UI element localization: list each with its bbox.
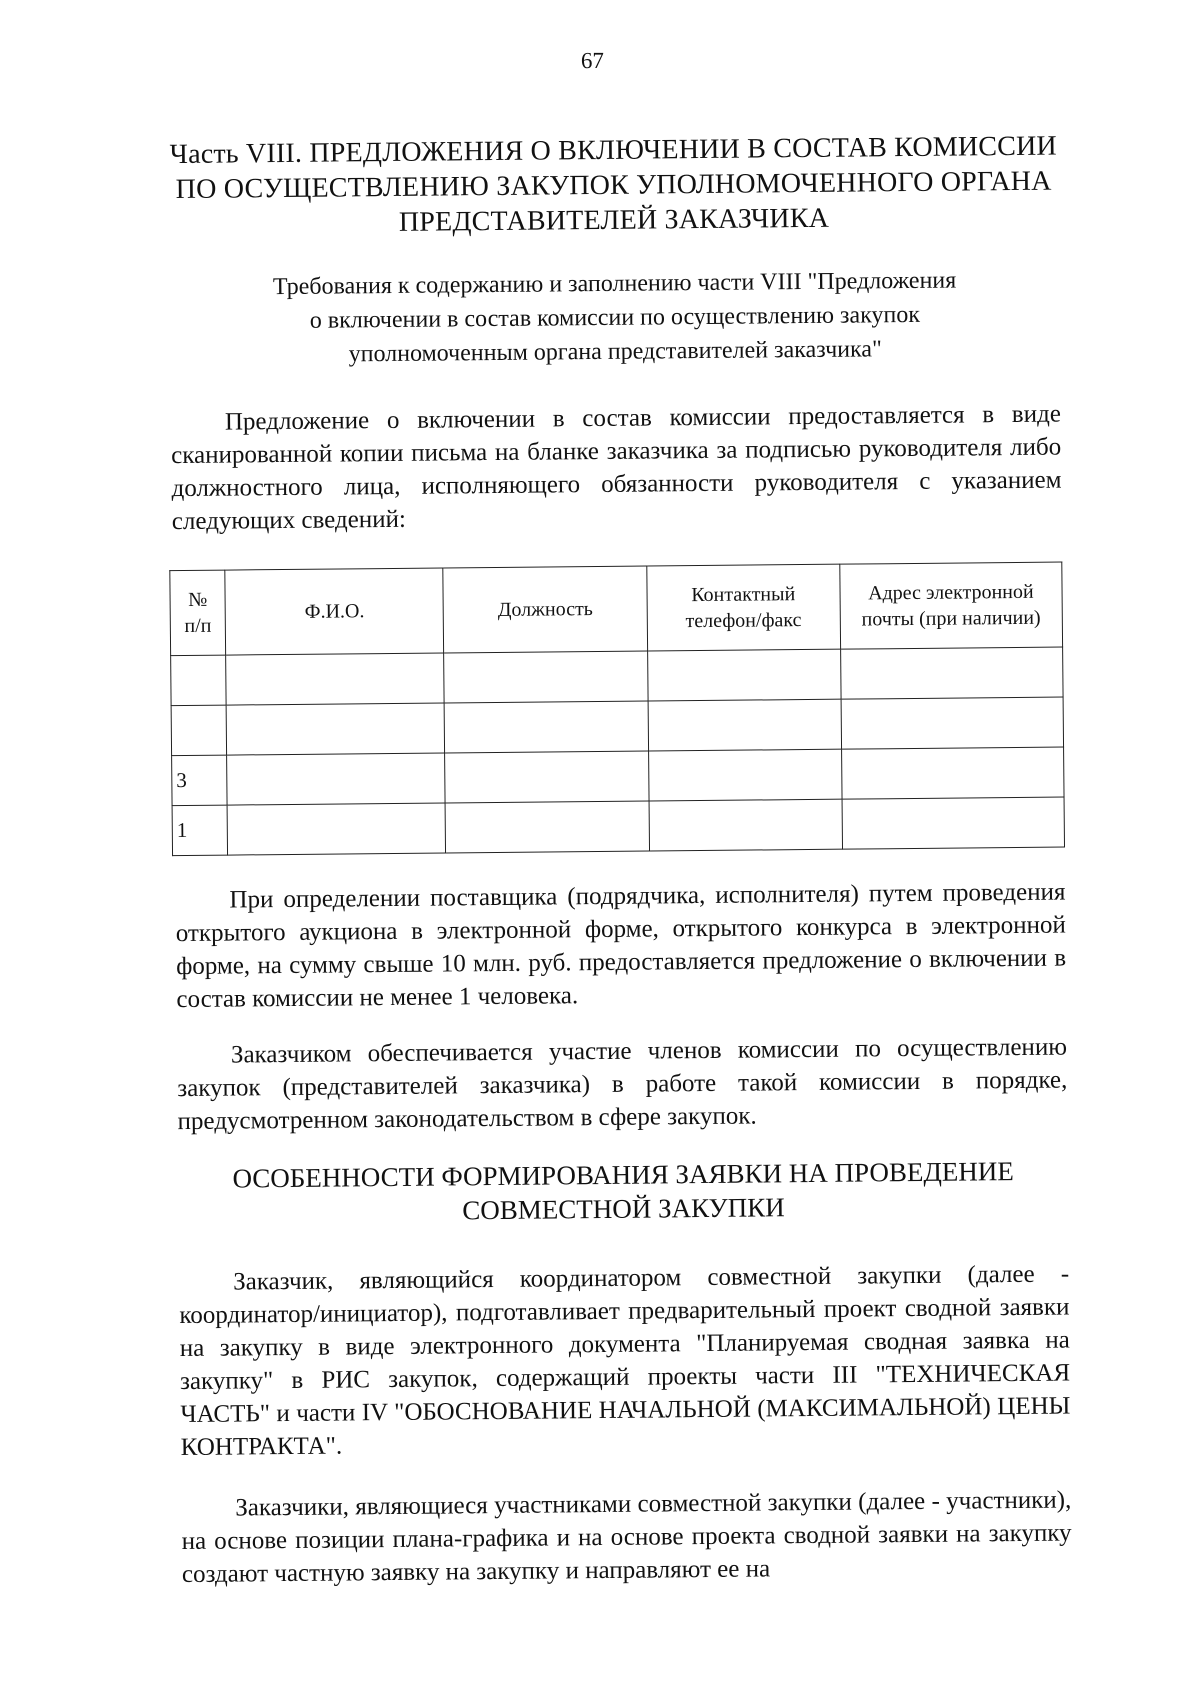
header-full-name: Ф.И.О. — [225, 568, 444, 655]
cell-full-name — [226, 653, 445, 705]
header-phone: Контактный телефон/факс — [647, 564, 841, 651]
header-email: Адрес электронной почты (при наличии) — [839, 562, 1062, 649]
cell-email — [842, 797, 1065, 849]
table-row — [171, 647, 1063, 706]
section-title-line: ПО ОСУЩЕСТВЛЕНИЮ ЗАКУПОК УПОЛНОМОЧЕННОГО ОРГАНА — [175, 165, 1052, 206]
table-row — [172, 747, 1064, 806]
cell-full-name — [227, 753, 446, 805]
table-row — [171, 697, 1063, 756]
paragraph-participants: Заказчики, являющиеся участниками совместной закупки (далее - участники), на основе позиции плана-графика и на основе проекта сводной заявки на закупку создают частную заявку на закупку и направляют ее на — [181, 1486, 1072, 1589]
cell-email — [841, 697, 1064, 749]
subtitle-line: о включении в состав комиссии по осуществлению закупок — [309, 301, 921, 334]
table-row — [172, 797, 1064, 856]
subtitle-line: уполномоченным органа представителей заказчика" — [348, 336, 882, 368]
subtitle-line: Требования к содержанию и заполнению части VIII "Предложения — [272, 267, 957, 301]
cell-number: 1 — [172, 805, 228, 856]
cell-phone — [647, 649, 840, 701]
header-position: Должность — [443, 566, 647, 653]
cell-number — [171, 655, 227, 706]
requirements-subtitle — [154, 262, 1075, 373]
header-number: № п/п — [170, 570, 226, 656]
paragraph-coordinator: Заказчик, являющийся координатором совместной закупки (далее - координатор/инициатор), подготавливает предварительный проект сводной заявки на закупку в виде электронного документа "Планируемая сводная заявка на закупку" в РИС закупок, содержащий проекты части III "ТЕХНИЧЕСКАЯ ЧАСТЬ" и части IV "ОБОСНОВАНИЕ НАЧАЛЬНОЙ (МАКСИМАЛЬНОЙ) ЦЕНЫ КОНТРАКТА". — [179, 1260, 1071, 1462]
cell-phone — [648, 699, 841, 751]
cell-position — [444, 651, 648, 703]
cell-position — [445, 701, 649, 753]
cell-position — [446, 801, 650, 853]
paragraph-supplier-determination: При определении поставщика (подрядчика, исполнителя) путем проведения открытого аукциона в электронной форме, открытого конкурса в электронной форме, на сумму свыше 10 млн. руб. предоставляется предложение о включении в состав комиссии не менее 1 человека. — [175, 878, 1067, 1014]
page-number: 67 — [580, 47, 605, 74]
cell-full-name — [226, 703, 445, 755]
table-header-row — [170, 562, 1063, 656]
section-title-line: Часть VIII. ПРЕДЛОЖЕНИЯ О ВКЛЮЧЕНИИ В СОСТАВ КОМИССИИ — [169, 130, 1058, 171]
cell-position — [445, 751, 649, 803]
cell-email — [841, 747, 1064, 799]
paragraph-customer-participation: Заказчиком обеспечивается участие членов комиссии по осуществлению закупок (представителей заказчика) в работе такой комиссии в порядке, предусмотренном законодательством в сфере закупок. — [177, 1033, 1068, 1136]
cell-number: 3 — [172, 755, 228, 806]
joint-procurement-heading — [163, 1153, 1084, 1230]
cell-full-name — [227, 803, 446, 855]
section-title — [153, 128, 1074, 242]
cell-email — [840, 647, 1063, 699]
heading-line: СОВМЕСТНОЙ ЗАКУПКИ — [462, 1192, 785, 1226]
cell-phone — [649, 799, 842, 851]
paragraph-proposal-format: Предложение о включении в состав комиссии предоставляется в виде сканированной копии письма на бланке заказчика за подписью руководителя либо должностного лица, исполняющего обязанности руководителя с указанием следующих сведений: — [171, 400, 1062, 536]
heading-line: ОСОБЕННОСТИ ФОРМИРОВАНИЯ ЗАЯВКИ НА ПРОВЕДЕНИЕ — [232, 1156, 1014, 1194]
cell-phone — [648, 749, 841, 801]
cell-number — [171, 705, 227, 756]
commission-members-table — [169, 562, 1065, 857]
section-title-line: ПРЕДСТАВИТЕЛЕЙ ЗАКАЗЧИКА — [398, 202, 830, 238]
